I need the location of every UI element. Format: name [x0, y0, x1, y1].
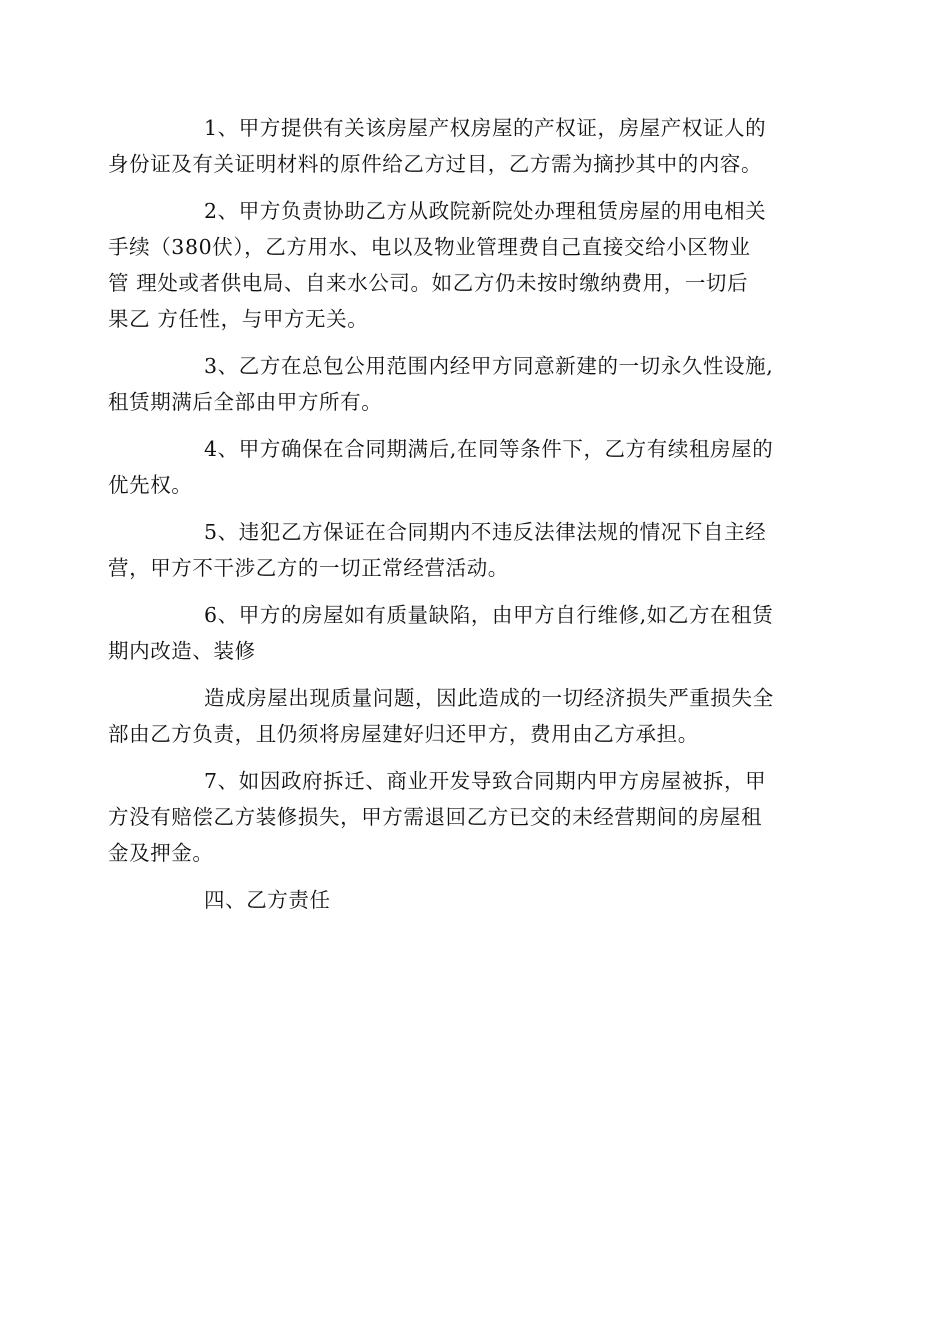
clause-line: 2、甲方负责协助乙方从政院新院处办理租赁房屋的用电相关 [204, 199, 767, 223]
clause-line: 手续（380伏），乙方用水、电以及物业管理费自己直接交给小区物业 [108, 235, 751, 259]
clause-line: 6、甲方的房屋如有质量缺陷，由甲方自行维修,如乙方在租赁 [204, 603, 774, 627]
clause-line: 4、甲方确保在合同期满后,在同等条件下，乙方有续租房屋的 [204, 437, 774, 461]
clause-7 [108, 763, 854, 871]
clause-line: 造成房屋出现质量问题，因此造成的一切经济损失严重损失全 [204, 686, 774, 710]
clause-line: 部由乙方负责，且仍须将房屋建好归还甲方，费用由乙方承担。 [108, 722, 699, 746]
clause-5 [108, 514, 854, 586]
clause-3 [108, 348, 854, 420]
clause-line: 方没有赔偿乙方装修损失，甲方需退回乙方已交的未经营期间的房屋租 [108, 805, 763, 829]
clause-line: 期内改造、装修 [108, 639, 256, 663]
clause-line: 租赁期满后全部由甲方所有。 [108, 390, 383, 414]
clause-line: 优先权。 [108, 473, 193, 497]
clause-1 [108, 110, 854, 182]
clause-line: 身份证及有关证明材料的原件给乙方过目，乙方需为摘抄其中的内容。 [108, 152, 763, 176]
section-heading-party-b-duties [108, 882, 854, 918]
clause-line: 营，甲方不干涉乙方的一切正常经营活动。 [108, 556, 509, 580]
clause-4 [108, 431, 854, 503]
clause-line: 7、如因政府拆迁、商业开发导致合同期内甲方房屋被拆，甲 [204, 769, 767, 793]
clause-2 [108, 193, 854, 337]
section-heading-text: 四、乙方责任 [204, 888, 331, 912]
document-body [108, 110, 854, 929]
clause-6 [108, 597, 854, 669]
clause-line: 管 理处或者供电局、自来水公司。如乙方仍未按时缴纳费用，一切后 [108, 271, 749, 295]
clause-line: 3、乙方在总包公用范围内经甲方同意新建的一切永久性设施, [204, 354, 774, 378]
clause-6-continued [108, 680, 854, 752]
clause-line: 金及押金。 [108, 841, 214, 865]
clause-line: 1、甲方提供有关该房屋产权房屋的产权证，房屋产权证人的 [204, 116, 767, 140]
clause-line: 5、违犯乙方保证在合同期内不违反法律法规的情况下自主经 [204, 520, 767, 544]
clause-line: 果乙 方任性，与甲方无关。 [108, 307, 369, 331]
